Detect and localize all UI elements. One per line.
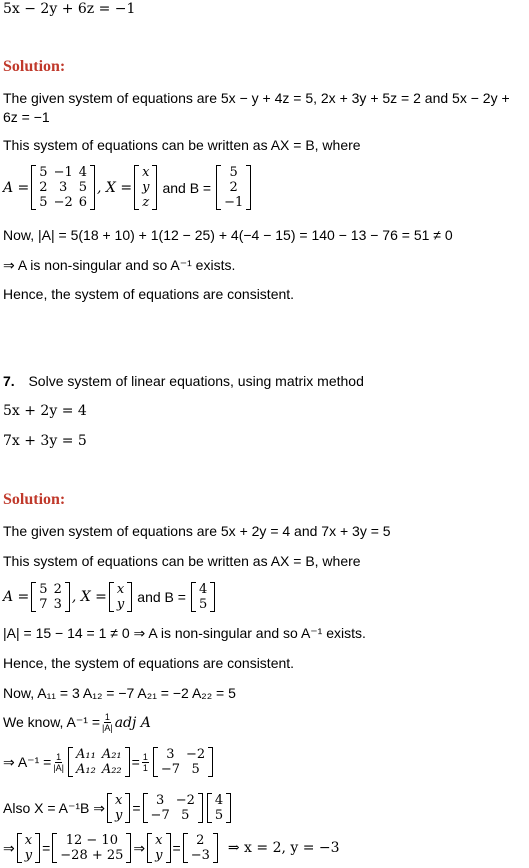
q7-and-b-label: and B =: [137, 589, 186, 605]
equals-sign: =: [172, 840, 181, 856]
matrix-cell: z: [142, 195, 150, 210]
q6-given-line1: The given system of equations are 5x − y + 4z = 5, 2x + 3y + 5z = 2 and 5x − 2y +: [3, 90, 510, 106]
matrix-cell: 5: [39, 195, 48, 210]
q6-and-b-label: and B =: [162, 179, 212, 196]
matrix-cell: −1: [224, 195, 244, 210]
matrix-cell: −2: [175, 793, 195, 808]
q6-matrix-x: [134, 165, 157, 210]
matrix-cell: −28 + 25: [60, 848, 124, 863]
solution-heading-q6: Solution:: [3, 58, 66, 75]
matrix-cell: x: [24, 833, 33, 848]
matrix-cell: −1: [53, 165, 73, 180]
q6-matrix-a: [31, 165, 95, 210]
matrix-cell: y: [116, 597, 125, 612]
product-matrix: [52, 833, 131, 863]
q6-consistent: Hence, the system of equations are consistent.: [3, 286, 295, 302]
matrix-cell: 5: [214, 808, 224, 823]
implies-arrow: ⇒: [3, 839, 15, 856]
fraction-denominator: |A|: [102, 723, 113, 733]
matrix-cell: 12 − 10: [65, 833, 118, 848]
matrix-cell: A₂₂: [101, 762, 122, 777]
matrix-cell: 4: [78, 165, 88, 180]
q6-given-line2: 6z = −1: [3, 109, 50, 125]
matrix-cell: 5: [229, 165, 238, 180]
matrix-cell: 7: [39, 597, 48, 612]
we-know-label: We know, A⁻¹ =: [3, 714, 101, 730]
fraction: [53, 752, 64, 773]
fraction-denominator: |A|: [53, 762, 64, 773]
xy-matrix: [147, 833, 170, 863]
matrix-cell: 5: [39, 582, 48, 597]
matrix-cell: A₁₁: [76, 747, 96, 762]
matrix-cell: 2: [53, 582, 62, 597]
matrix-cell: 2: [39, 180, 48, 195]
q7-written-as: This system of equations can be written as AX = B, where: [3, 553, 361, 569]
matrix-cell: A₁₂: [76, 762, 96, 777]
q6-x-label: , X =: [97, 179, 133, 196]
equals-sign: =: [132, 800, 141, 816]
matrix-cell: 5: [191, 762, 200, 777]
q6-a-label: A =: [3, 179, 30, 196]
q7-inverse-computation: [3, 747, 215, 777]
matrix-cell: y: [24, 848, 33, 863]
matrix-cell: y: [155, 848, 163, 863]
q7-given: The given system of equations are 5x + 2y = 4 and 7x + 3y = 5: [3, 523, 391, 539]
q7-inverse-formula: [3, 712, 151, 733]
q7-solve-x: [3, 793, 233, 823]
matrix-cell: x: [142, 165, 150, 180]
fraction: [102, 712, 113, 733]
q7-matrix-b: [191, 582, 215, 612]
matrix-cell: 3: [155, 793, 165, 808]
inverse-prefix: ⇒ A⁻¹ =: [3, 753, 52, 770]
q7-x-label: , X =: [71, 589, 107, 605]
matrix-cell: 3: [59, 180, 68, 195]
matrix-cell: y: [115, 808, 123, 823]
matrix-cell: x: [155, 833, 163, 848]
implies-arrow: ⇒: [133, 839, 146, 856]
equals-sign: =: [42, 840, 51, 856]
matrix-cell: 5: [198, 597, 208, 612]
question-number: 7.: [3, 373, 15, 389]
b-matrix: [207, 793, 231, 823]
q7-eq1: 5x + 2y = 4: [3, 403, 87, 419]
q7-eq2: 7x + 3y = 5: [3, 433, 87, 449]
q7-consistent: Hence, the system of equations are consistent.: [3, 655, 295, 671]
fraction-numerator: 1: [142, 751, 148, 762]
q7-determinant: |A| = 15 − 14 = 1 ≠ 0 ⇒ A is non-singular and so A⁻¹ exists.: [3, 625, 366, 641]
inverse-matrix: [153, 747, 213, 777]
xy-matrix: [107, 793, 130, 823]
matrix-cell: 5: [181, 808, 190, 823]
q7-a-label: A =: [3, 589, 30, 605]
also-prefix: Also X = A⁻¹B ⇒: [3, 799, 105, 816]
inverse-matrix: [143, 793, 203, 823]
q7-matrix-x: [109, 582, 132, 612]
matrix-cell: y: [142, 180, 150, 195]
adjoint-matrix: [68, 747, 130, 777]
matrix-cell: A₂₁: [101, 747, 122, 762]
final-answer: ⇒ x = 2, y = −3: [227, 840, 340, 856]
q7-final: [3, 833, 340, 863]
matrix-cell: 4: [214, 793, 224, 808]
q6-matrix-row: [3, 165, 253, 210]
matrix-cell: 5: [39, 165, 48, 180]
q7-matrix-a: [31, 582, 70, 612]
matrix-cell: x: [116, 582, 125, 597]
q6-matrix-b: [216, 165, 251, 210]
top-equation: 5x − 2y + 6z = −1: [3, 1, 136, 17]
matrix-cell: 6: [78, 195, 88, 210]
matrix-cell: 4: [198, 582, 208, 597]
xy-matrix: [17, 833, 40, 863]
q6-determinant: Now, |A| = 5(18 + 10) + 1(12 − 25) + 4(−4 − 15) = 140 − 13 − 76 = 51 ≠ 0: [3, 227, 453, 243]
q7-matrix-row: [3, 582, 217, 612]
q7-cofactors: Now, A₁₁ = 3 A₁₂ = −7 A₂₁ = −2 A₂₂ = 5: [3, 685, 236, 701]
solution-heading-q7: Solution:: [3, 491, 66, 508]
q7-prompt: Solve system of linear equations, using matrix method: [28, 373, 364, 389]
matrix-cell: −2: [53, 195, 73, 210]
result-matrix: [183, 833, 218, 863]
q7-prompt-line: [3, 372, 364, 390]
matrix-cell: −7: [150, 808, 170, 823]
q6-nonsingular: ⇒ A is non-singular and so A⁻¹ exists.: [3, 257, 236, 273]
equals-sign: =: [131, 754, 140, 770]
q6-written-as: This system of equations can be written as AX = B, where: [3, 137, 361, 153]
matrix-cell: −3: [190, 848, 210, 863]
fraction: [142, 752, 149, 773]
fraction-denominator: 1: [142, 762, 148, 773]
matrix-cell: x: [115, 793, 123, 808]
matrix-cell: 3: [166, 747, 175, 762]
matrix-cell: 2: [196, 833, 205, 848]
fraction-numerator: 1: [56, 751, 62, 762]
matrix-cell: 2: [229, 180, 238, 195]
matrix-cell: −7: [160, 762, 180, 777]
matrix-cell: −2: [186, 747, 206, 762]
matrix-cell: 5: [78, 180, 88, 195]
matrix-cell: 3: [53, 597, 62, 612]
adj-label: adj A: [114, 714, 151, 731]
fraction-numerator: 1: [104, 712, 110, 722]
